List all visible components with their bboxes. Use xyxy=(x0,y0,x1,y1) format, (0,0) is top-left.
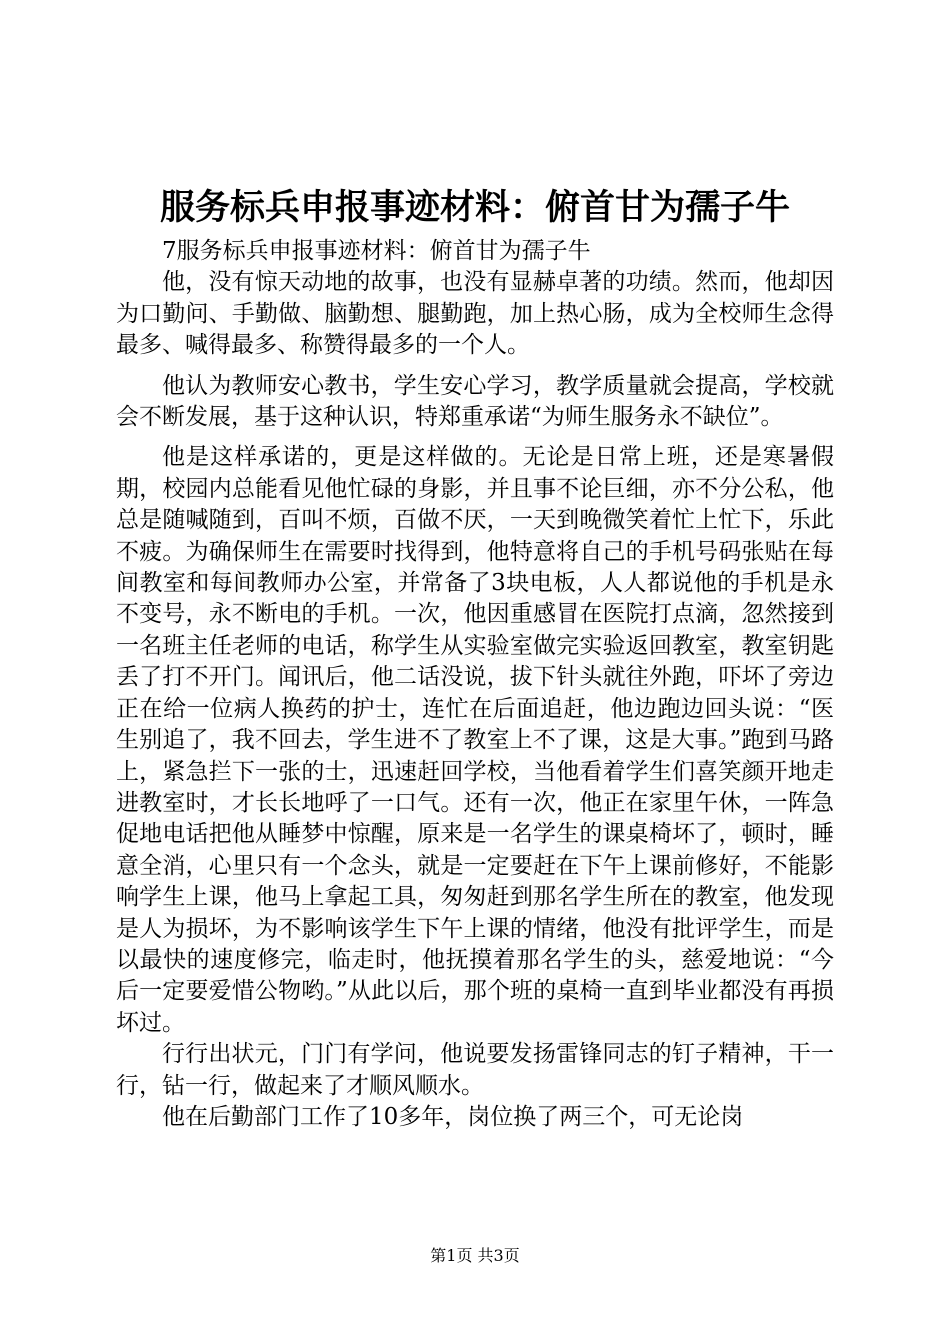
paragraph: 行行出状元，门门有学问，他说要发扬雷锋同志的钉子精神，干一行，钻一行，做起来了才顺风顺水。 xyxy=(116,1041,834,1099)
document-body xyxy=(116,236,834,1133)
page-number-footer: 第1页 共3页 xyxy=(430,1246,520,1265)
paragraph: 他在后勤部门工作了10多年，岗位换了两三个，可无论岗 xyxy=(162,1103,744,1130)
paragraph: 他，没有惊天动地的故事，也没有显赫卓著的功绩。然而，他却因为口勤问、手勤做、脑勤想、腿勤跑，加上热心肠，成为全校师生念得最多、喊得最多、称赞得最多的一个人。 xyxy=(116,269,834,359)
document-subtitle: 7服务标兵申报事迹材料：俯首甘为孺子牛 xyxy=(162,238,591,264)
paragraph: 他是这样承诺的，更是这样做的。无论是日常上班，还是寒暑假期，校园内总能看见他忙碌的身影，并且事不论巨细，亦不分公私，他总是随喊随到，百叫不烦，百做不厌，一天到晚微笑着忙上忙下，乐此不疲。为确保师生在需要时找得到，他特意将自己的手机号码张贴在每间教室和每间教师办公室，并常备了3块电板，人人都说他的手机是永不变号，永不断电的手机。一次，他因重感冒在医院打点滴，忽然接到一名班主任老师的电话，称学生从实验室做完实验返回教室，教室钥匙丢了打不开门。闻讯后，他二话没说，拔下针头就往外跑，吓坏了旁边正在给一位病人换药的护士，连忙在后面追赶，他边跑边回头说：“医生别追了，我不回去，学生进不了教室上不了课，这是大事。”跑到马路上，紧急拦下一张的士，迅速赶回学校，当他看着学生们喜笑颜开地走进教室时，才长长地呼了一口气。还有一次，他正在家里午休，一阵急促地电话把他从睡梦中惊醒，原来是一名学生的课桌椅坏了，顿时，睡意全消，心里只有一个念头，就是一定要赶在下午上课前修好，不能影响学生上课，他马上拿起工具，匆匆赶到那名学生所在的教室，他发现是人为损坏，为不影响该学生下午上课的情绪，他没有批评学生，而是以最快的速度修完，临走时，他抚摸着那名学生的头，慈爱地说：“今后一定要爱惜公物哟。”从此以后，那个班的桌椅一直到毕业都没有再损坏过。 xyxy=(116,444,834,1036)
document-title: 服务标兵申报事迹材料：俯首甘为孺子牛 xyxy=(159,187,790,228)
paragraph: 他认为教师安心教书，学生安心学习，教学质量就会提高，学校就会不断发展，基于这种认识，特郑重承诺“为师生服务永不缺位”。 xyxy=(116,372,834,431)
